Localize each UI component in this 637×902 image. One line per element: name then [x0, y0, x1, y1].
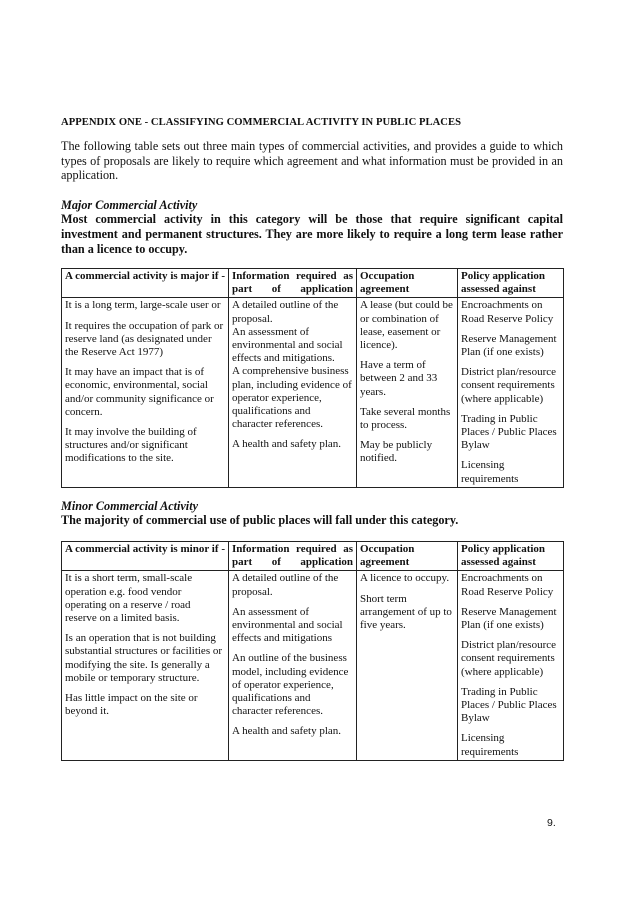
list-item: It may have an impact that is of economic, environmental, social and/or community significance or concern. [65, 366, 214, 418]
list-item: Encroachments on Road Reserve Policy [461, 572, 554, 598]
major-activity-table [61, 268, 564, 488]
page-number: 9. [547, 817, 556, 829]
table-row [62, 298, 564, 487]
list-item: An outline of the business model, including evidence of operator experience, qualifications and character references. [232, 652, 349, 718]
list-item: A detailed outline of the proposal. [232, 299, 339, 325]
list-item: A detailed outline of the proposal. [232, 572, 339, 598]
list-item: Trading in Public Places / Public Places Bylaw [461, 685, 557, 725]
list-item: Is an operation that is not building substantial structures or facilities or modifying the site. Is generally a mobile or temporary structure. [65, 632, 223, 684]
list-item: A comprehensive business plan, including evidence of operator experience, qualifications and character references. [232, 365, 352, 431]
column-header-information: Information required as part of application [229, 269, 357, 298]
list-item: It requires the occupation of park or reserve land (as designated under the Reserve Act 1977) [65, 319, 224, 359]
policy-cell [458, 298, 564, 487]
minor-activity-table [61, 541, 564, 761]
column-header-activity: A commercial activity is minor if - [62, 542, 229, 571]
list-item: A licence to occupy. [360, 572, 450, 585]
list-item: Has little impact on the site or beyond it. [65, 692, 198, 718]
list-item: Encroachments on Road Reserve Policy [461, 299, 554, 325]
list-item: Have a term of between 2 and 33 years. [360, 359, 438, 398]
minor-section-description: The majority of commercial use of public places will fall under this category. [61, 513, 459, 527]
list-item: District plan/resource consent requirements (where applicable) [461, 639, 556, 678]
list-item: An assessment of environmental and social effects and mitigations. [232, 325, 343, 365]
table-header-row [62, 269, 564, 298]
list-item: It may involve the building of structures and/or significant modifications to the site. [65, 426, 197, 465]
list-item: Licensing requirements [461, 459, 519, 485]
list-item: District plan/resource consent requirements (where applicable) [461, 366, 556, 405]
list-item: Licensing requirements [461, 732, 519, 758]
list-item: Reserve Management Plan (if one exists) [461, 605, 557, 632]
major-section-description: Most commercial activity in this category will be those that require significant capital investment and permanent structures. They are more likely to require a long term lease rather than a licence to occupy. [61, 212, 563, 256]
list-item: A health and safety plan. [232, 725, 342, 738]
column-header-policy: Policy application assessed against [458, 542, 564, 571]
information-required-cell [229, 571, 357, 760]
column-header-policy: Policy application assessed against [458, 269, 564, 298]
list-item: It is a short term, small-scale operation e.g. food vendor operating on a reserve / road reserve on a limited basis. [65, 572, 193, 625]
list-item: Reserve Management Plan (if one exists) [461, 332, 557, 359]
column-header-information: Information required as part of application [229, 542, 357, 571]
column-header-occupation: Occupation agreement [357, 269, 458, 298]
occupation-agreement-cell [357, 571, 458, 760]
list-item: A lease (but could be or combination of lease, easement or licence). [360, 299, 453, 352]
activity-criteria-cell [62, 571, 229, 760]
information-required-cell [229, 298, 357, 487]
list-item: May be publicly notified. [360, 439, 433, 465]
list-item: An assessment of environmental and social effects and mitigations [232, 605, 343, 645]
column-header-activity: A commercial activity is major if - [62, 269, 229, 298]
list-item: Short term arrangement of up to five years. [360, 592, 452, 632]
appendix-heading: APPENDIX ONE - CLASSIFYING COMMERCIAL ACTIVITY IN PUBLIC PLACES [61, 117, 462, 128]
table-row [62, 571, 564, 760]
column-header-occupation: Occupation agreement [357, 542, 458, 571]
list-item: Take several months to process. [360, 405, 451, 432]
occupation-agreement-cell [357, 298, 458, 487]
table-header-row [62, 542, 564, 571]
minor-section-title: Minor Commercial Activity [61, 499, 198, 513]
major-section-title: Major Commercial Activity [61, 198, 198, 212]
intro-paragraph: The following table sets out three main types of commercial activities, and provides a guide to which types of proposals are likely to require which agreement and what information must be provided in an application. [61, 139, 563, 183]
list-item: Trading in Public Places / Public Places Bylaw [461, 412, 557, 452]
list-item: A health and safety plan. [232, 438, 342, 451]
activity-criteria-cell [62, 298, 229, 487]
list-item: It is a long term, large-scale user or [65, 299, 221, 312]
policy-cell [458, 571, 564, 760]
